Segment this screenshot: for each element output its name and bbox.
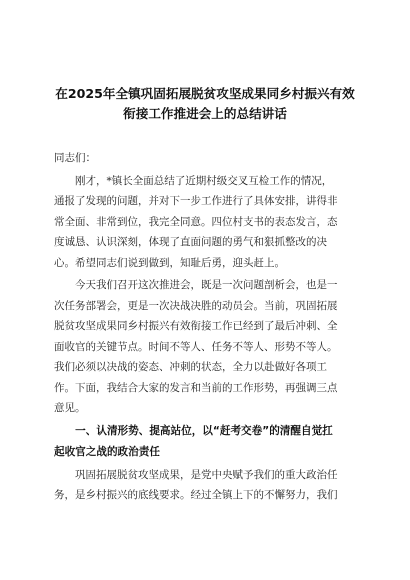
paragraph-line: 意见。 xyxy=(54,402,86,414)
document-title xyxy=(40,84,370,124)
paragraph xyxy=(54,275,360,419)
title-line: 在2025年全镇巩固拓展脱贫攻坚成果同乡村振兴有效 xyxy=(55,86,355,101)
paragraph-line: 次任务部署会，更是一次决战决胜的动员会。当前，巩固拓展 xyxy=(54,299,338,312)
section-heading xyxy=(54,421,360,463)
paragraph-line: 今天我们召开这次推进会，既是一次问题剖析会，也是一 xyxy=(54,279,338,291)
title-line: 衔接工作推进会上的总结讲话 xyxy=(123,106,287,121)
paragraph-line: 通报了发现的问题，并对下一步工作进行了具体安排，讲得非 xyxy=(54,195,338,207)
paragraph-line: 度诚恳、认识深刻，体现了直面问题的勇气和狠抓整改的决 xyxy=(54,236,327,248)
paragraph xyxy=(54,171,360,274)
paragraph xyxy=(54,465,360,506)
paragraph-line: 常全面、非常到位，我完全同意。四位村支书的表态发言，态 xyxy=(54,215,338,228)
paragraph-line: 心。希望同志们说到做到，知耻后勇，迎头赶上。 xyxy=(54,256,285,269)
paragraph-line: 刚才，*镇长全面总结了近期村级交叉互检工作的情况， xyxy=(54,174,333,187)
paragraph-line: 脱贫攻坚成果同乡村振兴有效衔接工作已经到了最后冲刺、全 xyxy=(54,320,338,332)
section-heading-line: 一、认清形势、提高站位，以“赶考交卷”的清醒自觉扛 xyxy=(54,424,333,437)
section-heading-line: 起收官之战的政治责任 xyxy=(54,445,160,458)
paragraph-line: 我们必须以决战的姿态、冲刺的状态，全力以赴做好各项工 xyxy=(54,361,327,373)
greeting: 同志们： xyxy=(54,152,96,164)
paragraph-line: 务，是乡村振兴的底线要求。经过全镇上下的不懈努力，我们 xyxy=(54,489,338,501)
paragraph-line: 巩固拓展脱贫攻坚成果，是党中央赋予我们的重大政治任 xyxy=(54,468,338,481)
document-body xyxy=(54,148,360,506)
paragraph-line: 面收官的关键节点。时间不等人、任务不等人、形势不等人。 xyxy=(54,340,338,353)
paragraph-line: 作。下面，我结合大家的发言和当前的工作形势，再强调三点 xyxy=(54,381,338,394)
